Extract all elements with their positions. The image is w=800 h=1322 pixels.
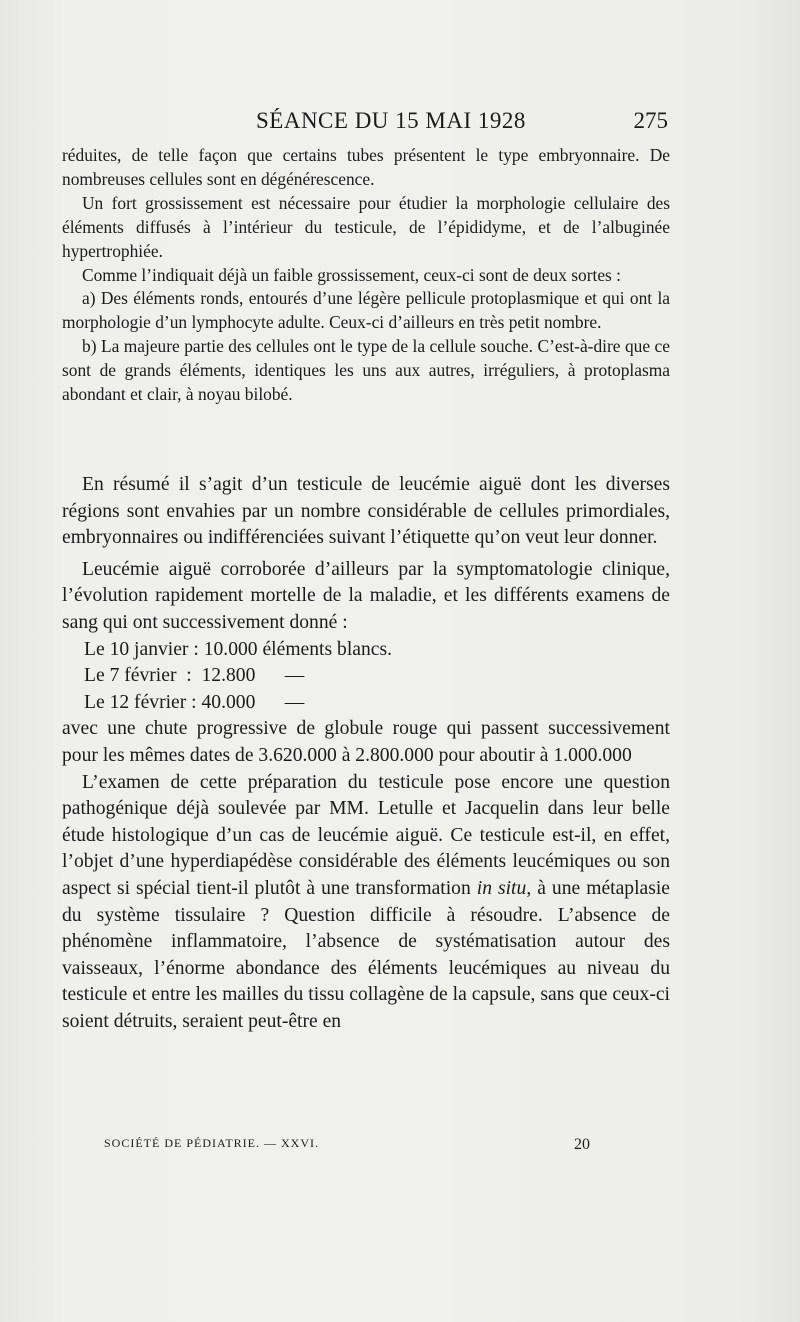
exam-paragraph — [62, 770, 670, 1036]
exam-text-italic: in situ — [476, 877, 527, 899]
red-cells-paragraph: avec une chute progressive de globule rouge qui passent successivement pour les mêmes dates de 3.620.000 à 2.800.000 pour aboutir à 1.000.000 — [62, 718, 670, 766]
paragraph-morphology: Un fort grossissement est nécessaire pour étudier la morphologie cellulaire des éléments diffusés à l’intérieur du testicule, de l’épididyme, et de l’albuginée hypertrophiée. — [62, 192, 670, 261]
journal-signature: SOCIÉTÉ DE PÉDIATRIE. — XXVI. — [104, 1136, 319, 1150]
running-title: SÉANCE DU 15 MAI 1928 — [256, 108, 526, 133]
summary-paragraph: En résumé il s’agit d’un testicule de leucémie aiguë dont les diverses régions sont envahies par un nombre considérable de cellules primordiales, embryonnaires ou indifférenciées suivant l’étiquette qu’on veut leur donner. — [62, 474, 670, 549]
leukemia-paragraph: Leucémie aiguë corroborée d’ailleurs par la symptomatologie clinique, l’évolution rapidement mortelle de la maladie, et les différents examens de sang qui ont successivement donné : — [62, 558, 670, 633]
paragraph-round-elements: a) Des éléments ronds, entourés d’une légère pellicule protoplasmique et qui ont la morphologie d’un lymphocyte adulte. Ceux-ci d’ailleurs en très petit nombre. — [62, 288, 670, 333]
blood-count-line: Le 10 janvier : 10.000 éléments blancs. — [84, 638, 392, 660]
blood-count-line: Le 7 février : 12.800 — — [84, 665, 305, 687]
page-header — [256, 108, 668, 142]
exam-text-start: L’examen de cette préparation du testicule pose encore une question pathogénique déjà soulevée par MM. Letulle et Jacquelin dans leur belle étude histologique d’un cas de leucémie aiguë. Ce testicule est-il, en effet, l’objet d’une hyperdiapédèse considérable des éléments leucémiques ou son aspect si spécial tient-il plutôt à une transformation — [62, 771, 670, 899]
exam-text-end: , à une métaplasie du système tissulaire ? Question difficile à résoudre. L’absence de phénomène inflammatoire, l’absence de systématisation autour des vaisseaux, l’énorme abondance des éléments leucémiques au niveau du testicule et entre les mailles du tissu collagène de la capsule, sans que ceux-ci soient détruits, seraient peut-être en — [62, 877, 670, 1032]
blood-count-line: Le 12 février : 40.000 — — [84, 691, 305, 713]
page-number: 275 — [633, 108, 668, 133]
histology-description — [62, 144, 670, 407]
sheet-number: 20 — [574, 1136, 590, 1153]
paragraph-two-kinds: Comme l’indiquait déjà un faible grossissement, ceux-ci sont de deux sortes : — [82, 264, 621, 285]
paragraph-continuation: réduites, de telle façon que certains tubes présentent le type embryonnaire. De nombreuses cellules sont en dégénérescence. — [62, 145, 670, 189]
discussion-section — [62, 472, 670, 1035]
paragraph-stem-cells: b) La majeure partie des cellules ont le type de la cellule souche. C’est-à-dire que ce sont de grands éléments, identiques les uns aux autres, irréguliers, à protoplasma abondant et clair, à noyau bilobé. — [62, 336, 670, 405]
